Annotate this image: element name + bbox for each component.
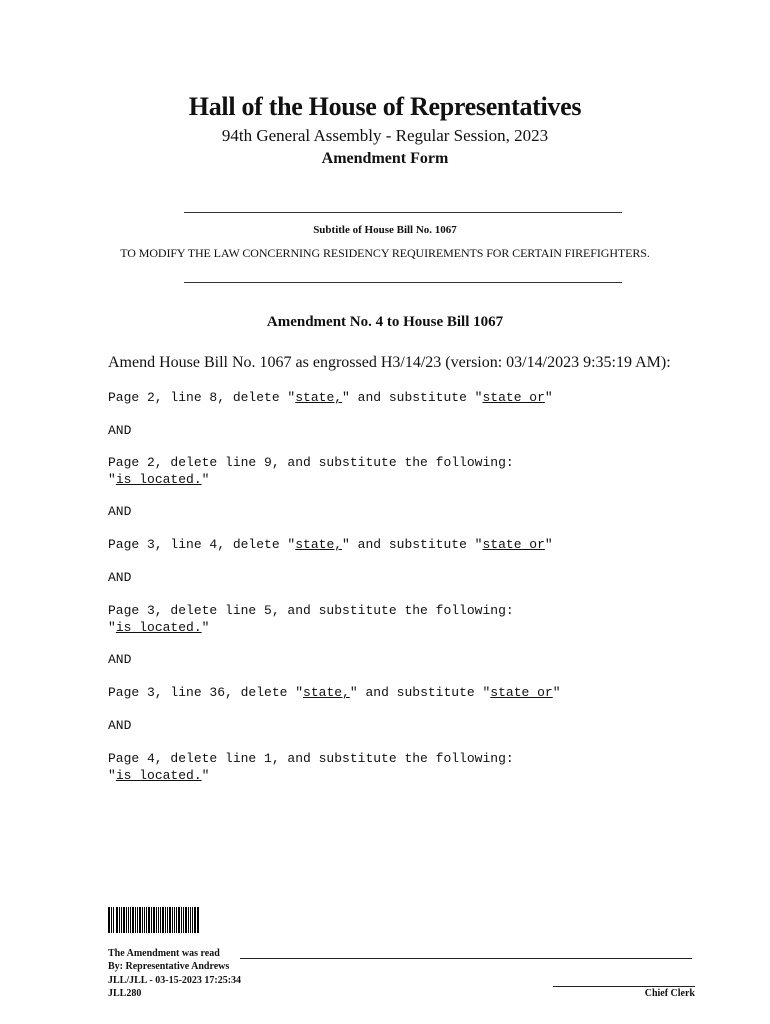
instruction-substitute: "is located." <box>108 768 210 783</box>
subtitle-label: Subtitle of House Bill No. 1067 <box>313 224 457 236</box>
instruction-substitute: "is located." <box>108 620 210 635</box>
substitute-text: state or <box>490 685 553 700</box>
and-separator: AND <box>108 504 132 519</box>
substitute-text: state or <box>482 390 545 405</box>
amendment-read-label: The Amendment was read <box>108 948 220 959</box>
and-separator: AND <box>108 652 132 667</box>
document-code: JLL280 <box>108 988 142 999</box>
chief-clerk-label: Chief Clerk <box>644 988 695 999</box>
instruction-line: Page 3, line 36, delete "state," and substitute "state or" <box>108 685 561 700</box>
instruction-line: Page 2, delete line 9, and substitute the following: <box>108 455 514 470</box>
divider-top <box>184 212 622 213</box>
substitute-text: is located. <box>115 472 202 487</box>
timestamp-line: JLL/JLL - 03-15-2023 17:25:34 <box>108 975 242 986</box>
and-separator: AND <box>108 570 132 585</box>
sponsor-line: By: Representative Andrews <box>108 961 230 972</box>
amendment-intro: Amend House Bill No. 1067 as engrossed H3/14/23 (version: 03/14/2023 9:35:19 AM): <box>108 354 671 371</box>
substitute-text: state or <box>482 537 545 552</box>
session-line: 94th General Assembly - Regular Session, 2023 <box>221 126 549 145</box>
clerk-signature-line <box>553 986 695 987</box>
instruction-line: Page 3, delete line 5, and substitute the following: <box>108 603 514 618</box>
instruction-line: Page 2, line 8, delete "state," and substitute "state or" <box>108 390 553 405</box>
barcode-icon <box>108 907 200 933</box>
read-signature-line <box>240 958 692 959</box>
form-label: Amendment Form <box>321 150 449 167</box>
instruction-substitute: "is located." <box>108 472 210 487</box>
amendment-heading: Amendment No. 4 to House Bill 1067 <box>266 314 504 330</box>
and-separator: AND <box>108 423 132 438</box>
deleted-text: state, <box>295 390 343 405</box>
instruction-line: Page 4, delete line 1, and substitute the following: <box>108 751 514 766</box>
instruction-line: Page 3, line 4, delete "state," and substitute "state or" <box>108 537 553 552</box>
deleted-text: state, <box>295 537 343 552</box>
divider-bottom <box>184 282 622 283</box>
substitute-text: is located. <box>115 768 202 783</box>
substitute-text: is located. <box>115 620 202 635</box>
and-separator: AND <box>108 718 132 733</box>
subtitle-text: TO MODIFY THE LAW CONCERNING RESIDENCY REQUIREMENTS FOR CERTAIN FIREFIGHTERS. <box>120 246 650 260</box>
page-title: Hall of the House of Representatives <box>188 92 582 121</box>
deleted-text: state, <box>303 685 350 700</box>
